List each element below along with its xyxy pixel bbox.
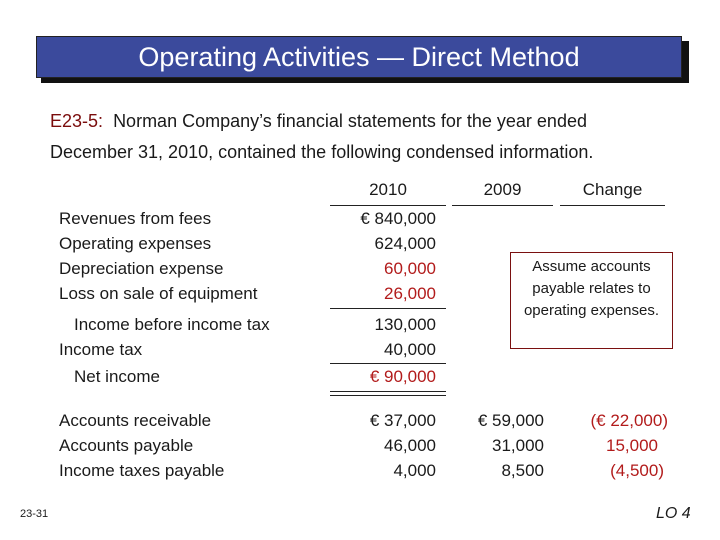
intro-text xyxy=(50,106,700,168)
header-underline-2010 xyxy=(330,205,446,206)
value-depreciation: 60,000 xyxy=(384,259,436,278)
value-itp-2009: 8,500 xyxy=(501,461,544,480)
double-rule-1 xyxy=(330,391,446,392)
col-header-change: Change xyxy=(582,180,643,199)
intro-line-2: December 31, 2010, contained the following condensed information. xyxy=(50,142,594,162)
header-underline-2009 xyxy=(452,205,553,206)
subtotal-rule xyxy=(330,308,446,309)
net-income-top-rule xyxy=(330,363,446,364)
label-income-taxes-payable: Income taxes payable xyxy=(59,461,225,480)
value-revenues: € 840,000 xyxy=(360,209,436,228)
col-header-2009: 2009 xyxy=(483,180,522,199)
value-ar-2010: € 37,000 xyxy=(369,411,436,430)
double-rule-2 xyxy=(330,395,446,396)
value-ap-change: 15,000 xyxy=(606,436,658,455)
intro-line-1: Norman Company’s financial statements for the year ended xyxy=(113,111,587,131)
label-operating-expenses: Operating expenses xyxy=(59,234,212,253)
label-income-before-tax: Income before income tax xyxy=(74,315,270,334)
label-depreciation: Depreciation expense xyxy=(59,259,224,278)
slide-number: 23-31 xyxy=(20,508,49,520)
label-net-income: Net income xyxy=(74,367,160,386)
col-header-2010: 2010 xyxy=(369,180,407,199)
label-loss-on-sale: Loss on sale of equipment xyxy=(59,284,258,303)
value-ap-2010: 46,000 xyxy=(384,436,436,455)
value-income-tax: 40,000 xyxy=(384,340,436,359)
value-itp-change: (4,500) xyxy=(610,461,664,480)
slide-title-text: Operating Activities — Direct Method xyxy=(138,41,580,72)
assumption-note xyxy=(510,252,673,349)
value-income-before-tax: 130,000 xyxy=(374,315,436,334)
value-operating-expenses: 624,000 xyxy=(374,234,436,253)
label-income-tax: Income tax xyxy=(59,340,143,359)
learning-objective: LO 4 xyxy=(656,505,691,522)
label-accounts-receivable: Accounts receivable xyxy=(59,411,212,430)
label-accounts-payable: Accounts payable xyxy=(59,436,194,455)
value-ap-2009: 31,000 xyxy=(492,436,544,455)
slide-title xyxy=(36,36,682,78)
value-ar-change: (€ 22,000) xyxy=(590,411,668,430)
header-underline-change xyxy=(560,205,665,206)
value-itp-2010: 4,000 xyxy=(393,461,436,480)
value-loss-on-sale: 26,000 xyxy=(384,284,436,303)
assumption-note-text: Assume accounts payable relates to operating expenses. xyxy=(523,258,660,319)
label-revenues: Revenues from fees xyxy=(59,209,212,228)
value-net-income: € 90,000 xyxy=(369,367,436,386)
exercise-code: E23-5: xyxy=(50,111,104,131)
value-ar-2009: € 59,000 xyxy=(477,411,544,430)
